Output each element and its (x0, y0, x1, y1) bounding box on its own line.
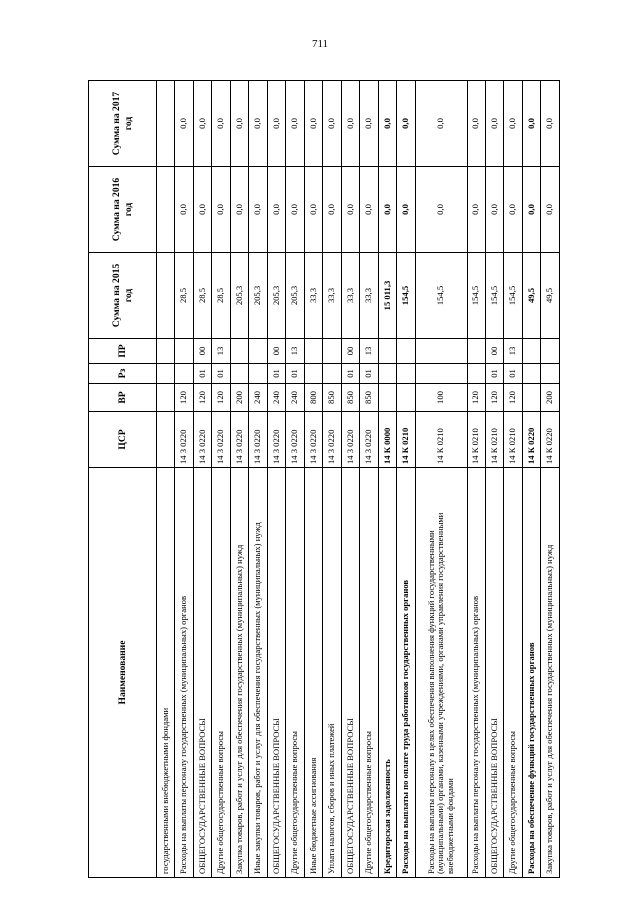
cell-rz (175, 364, 193, 384)
cell-pr: 00 (193, 339, 211, 364)
cell-sum-2016: 0,0 (323, 167, 341, 253)
cell-sum-2017: 0,0 (193, 81, 211, 167)
cell-vr: 120 (175, 384, 193, 412)
cell-sum-2017: 0,0 (522, 81, 540, 167)
table-header-row (89, 81, 157, 878)
cell-sum-2017: 0,0 (230, 81, 248, 167)
table-row (193, 81, 211, 878)
cell-sum-2016: 0,0 (175, 167, 193, 253)
cell-name: Другие общегосударственные вопросы (286, 468, 304, 878)
cell-pr (157, 339, 175, 364)
cell-name: Иные бюджетные ассигнования (304, 468, 322, 878)
cell-sum-2017: 0,0 (541, 81, 560, 167)
budget-table-rotated (88, 80, 560, 878)
cell-sum-2015: 28,5 (175, 253, 193, 339)
cell-vr: 850 (360, 384, 378, 412)
header-rz: Рз (89, 364, 157, 384)
cell-sum-2017: 0,0 (485, 81, 503, 167)
cell-sum-2017: 0,0 (286, 81, 304, 167)
cell-vr: 240 (286, 384, 304, 412)
cell-pr: 13 (286, 339, 304, 364)
cell-pr (304, 339, 322, 364)
table-body (157, 81, 560, 878)
table-row (397, 81, 415, 878)
cell-name: Закупка товаров, работ и услуг для обеспечения государственных (муниципальных) нужд (230, 468, 248, 878)
cell-csr: 14 К 0220 (522, 412, 540, 468)
cell-pr (249, 339, 267, 364)
cell-sum-2015: 33,3 (323, 253, 341, 339)
cell-name: Расходы на выплаты персоналу в целях обеспечения выполнения функций государственными (муниципальными) органами, казенными учреждениями, органами управления государственными внебюджетными фондами (415, 468, 467, 878)
cell-sum-2015: 28,5 (212, 253, 230, 339)
cell-sum-2015: 33,3 (341, 253, 359, 339)
page-number: 711 (311, 38, 329, 50)
cell-rz (304, 364, 322, 384)
cell-sum-2017 (157, 81, 175, 167)
cell-csr: 14 3 0220 (360, 412, 378, 468)
cell-vr: 850 (323, 384, 341, 412)
header-sum-2015: Сумма на 2015 год (89, 253, 157, 339)
cell-sum-2017: 0,0 (415, 81, 467, 167)
cell-rz (230, 364, 248, 384)
table-row (360, 81, 378, 878)
cell-csr (157, 412, 175, 468)
cell-sum-2016: 0,0 (360, 167, 378, 253)
cell-pr: 00 (485, 339, 503, 364)
cell-vr: 200 (541, 384, 560, 412)
header-vr: ВР (89, 384, 157, 412)
cell-rz: 01 (504, 364, 522, 384)
cell-sum-2017: 0,0 (397, 81, 415, 167)
cell-csr: 14 К 0210 (415, 412, 467, 468)
cell-csr: 14 3 0220 (286, 412, 304, 468)
cell-sum-2015: 205,3 (230, 253, 248, 339)
cell-sum-2015: 205,3 (249, 253, 267, 339)
cell-sum-2016: 0,0 (304, 167, 322, 253)
cell-pr: 13 (504, 339, 522, 364)
cell-sum-2016: 0,0 (249, 167, 267, 253)
cell-vr (397, 384, 415, 412)
cell-pr (323, 339, 341, 364)
cell-sum-2015: 154,5 (415, 253, 467, 339)
cell-pr: 00 (267, 339, 285, 364)
cell-vr (522, 384, 540, 412)
cell-rz: 01 (193, 364, 211, 384)
cell-sum-2015: 28,5 (193, 253, 211, 339)
cell-sum-2016: 0,0 (485, 167, 503, 253)
cell-csr: 14 3 0220 (304, 412, 322, 468)
cell-sum-2017: 0,0 (304, 81, 322, 167)
cell-sum-2015: 205,3 (286, 253, 304, 339)
cell-sum-2015: 154,5 (504, 253, 522, 339)
cell-sum-2015: 154,5 (397, 253, 415, 339)
cell-sum-2017: 0,0 (504, 81, 522, 167)
cell-rz (541, 364, 560, 384)
cell-sum-2015: 49,5 (541, 253, 560, 339)
cell-sum-2016: 0,0 (341, 167, 359, 253)
cell-name: государственными внебюджетными фондами (157, 468, 175, 878)
cell-sum-2017: 0,0 (249, 81, 267, 167)
cell-sum-2016: 0,0 (267, 167, 285, 253)
cell-rz: 01 (341, 364, 359, 384)
cell-vr: 100 (415, 384, 467, 412)
cell-csr: 14 К 0210 (467, 412, 485, 468)
cell-pr (397, 339, 415, 364)
cell-csr: 14 К 0210 (485, 412, 503, 468)
table-row (541, 81, 560, 878)
cell-vr (378, 384, 396, 412)
table-row (504, 81, 522, 878)
table-row (267, 81, 285, 878)
cell-vr: 120 (467, 384, 485, 412)
cell-pr: 13 (212, 339, 230, 364)
cell-name: Другие общегосударственные вопросы (360, 468, 378, 878)
cell-sum-2017: 0,0 (467, 81, 485, 167)
cell-vr: 120 (212, 384, 230, 412)
table-row (212, 81, 230, 878)
cell-name: Расходы на обеспечение функций государственных органов (522, 468, 540, 878)
cell-name: Расходы на выплаты персоналу государственных (муниципальных) органов (175, 468, 193, 878)
cell-name: Другие общегосударственные вопросы (504, 468, 522, 878)
table-row (304, 81, 322, 878)
cell-vr: 120 (485, 384, 503, 412)
cell-rz (157, 364, 175, 384)
cell-csr: 14 3 0220 (230, 412, 248, 468)
header-sum-2016: Сумма на 2016 год (89, 167, 157, 253)
cell-pr (541, 339, 560, 364)
table-row (522, 81, 540, 878)
cell-vr: 200 (230, 384, 248, 412)
table-row (467, 81, 485, 878)
header-pr: ПР (89, 339, 157, 364)
cell-rz (249, 364, 267, 384)
cell-name: ОБЩЕГОСУДАРСТВЕННЫЕ ВОПРОСЫ (341, 468, 359, 878)
cell-pr (230, 339, 248, 364)
cell-csr: 14 К 0210 (504, 412, 522, 468)
cell-csr: 14 3 0220 (212, 412, 230, 468)
cell-pr (175, 339, 193, 364)
cell-sum-2015: 49,5 (522, 253, 540, 339)
cell-csr: 14 3 0220 (175, 412, 193, 468)
cell-sum-2015: 154,5 (467, 253, 485, 339)
cell-sum-2015: 33,3 (304, 253, 322, 339)
cell-vr: 120 (504, 384, 522, 412)
cell-vr: 800 (304, 384, 322, 412)
cell-name: ОБЩЕГОСУДАРСТВЕННЫЕ ВОПРОСЫ (267, 468, 285, 878)
cell-name: Кредиторская задолженность (378, 468, 396, 878)
table-row (323, 81, 341, 878)
cell-sum-2015 (157, 253, 175, 339)
table-row (157, 81, 175, 878)
cell-sum-2016: 0,0 (504, 167, 522, 253)
cell-sum-2016: 0,0 (522, 167, 540, 253)
cell-vr: 120 (193, 384, 211, 412)
cell-rz (323, 364, 341, 384)
cell-name: Расходы на выплаты персоналу государственных (муниципальных) органов (467, 468, 485, 878)
cell-sum-2017: 0,0 (323, 81, 341, 167)
cell-sum-2017: 0,0 (267, 81, 285, 167)
budget-table (88, 80, 560, 878)
header-sum-2017: Сумма на 2017 год (89, 81, 157, 167)
cell-name: ОБЩЕГОСУДАРСТВЕННЫЕ ВОПРОСЫ (193, 468, 211, 878)
cell-pr (415, 339, 467, 364)
table-row (249, 81, 267, 878)
cell-pr (378, 339, 396, 364)
cell-sum-2016: 0,0 (467, 167, 485, 253)
cell-rz: 01 (485, 364, 503, 384)
cell-csr: 14 К 0210 (397, 412, 415, 468)
table-row (286, 81, 304, 878)
cell-sum-2016: 0,0 (286, 167, 304, 253)
cell-rz: 01 (267, 364, 285, 384)
table-row (415, 81, 467, 878)
cell-rz (415, 364, 467, 384)
cell-csr: 14 3 0220 (249, 412, 267, 468)
table-row (341, 81, 359, 878)
cell-vr: 850 (341, 384, 359, 412)
cell-sum-2015: 33,3 (360, 253, 378, 339)
table-row (175, 81, 193, 878)
cell-csr: 14 3 0220 (267, 412, 285, 468)
cell-name: Расходы на выплаты по оплате труда работников государственных органов (397, 468, 415, 878)
cell-sum-2016 (157, 167, 175, 253)
cell-sum-2015: 15 011,3 (378, 253, 396, 339)
cell-sum-2017: 0,0 (175, 81, 193, 167)
cell-sum-2015: 205,3 (267, 253, 285, 339)
cell-csr: 14 3 0220 (193, 412, 211, 468)
cell-sum-2017: 0,0 (341, 81, 359, 167)
table-row (378, 81, 396, 878)
cell-pr (467, 339, 485, 364)
cell-csr: 14 К 0000 (378, 412, 396, 468)
cell-sum-2016: 0,0 (378, 167, 396, 253)
cell-pr: 00 (341, 339, 359, 364)
cell-rz: 01 (360, 364, 378, 384)
cell-rz (397, 364, 415, 384)
cell-rz (378, 364, 396, 384)
cell-sum-2016: 0,0 (212, 167, 230, 253)
cell-csr: 14 3 0220 (323, 412, 341, 468)
cell-vr (157, 384, 175, 412)
cell-csr: 14 3 0220 (341, 412, 359, 468)
header-csr: ЦСР (89, 412, 157, 468)
cell-sum-2016: 0,0 (193, 167, 211, 253)
cell-name: Уплата налогов, сборов и иных платежей (323, 468, 341, 878)
cell-sum-2016: 0,0 (415, 167, 467, 253)
cell-vr: 240 (267, 384, 285, 412)
cell-vr: 240 (249, 384, 267, 412)
cell-sum-2016: 0,0 (397, 167, 415, 253)
cell-name: Другие общегосударственные вопросы (212, 468, 230, 878)
cell-sum-2015: 154,5 (485, 253, 503, 339)
cell-pr (522, 339, 540, 364)
cell-rz: 01 (212, 364, 230, 384)
cell-pr: 13 (360, 339, 378, 364)
table-row (230, 81, 248, 878)
cell-name: Закупка товаров, работ и услуг для обеспечения государственных (муниципальных) нужд (541, 468, 560, 878)
cell-sum-2017: 0,0 (212, 81, 230, 167)
table-row (485, 81, 503, 878)
cell-sum-2017: 0,0 (378, 81, 396, 167)
cell-rz (522, 364, 540, 384)
cell-sum-2016: 0,0 (541, 167, 560, 253)
cell-csr: 14 К 0220 (541, 412, 560, 468)
cell-rz: 01 (286, 364, 304, 384)
cell-name: Иные закупки товаров, работ и услуг для обеспечения государственных (муниципальных) нужд (249, 468, 267, 878)
cell-name: ОБЩЕГОСУДАРСТВЕННЫЕ ВОПРОСЫ (485, 468, 503, 878)
header-name: Наименование (89, 468, 157, 878)
cell-sum-2016: 0,0 (230, 167, 248, 253)
cell-rz (467, 364, 485, 384)
cell-sum-2017: 0,0 (360, 81, 378, 167)
